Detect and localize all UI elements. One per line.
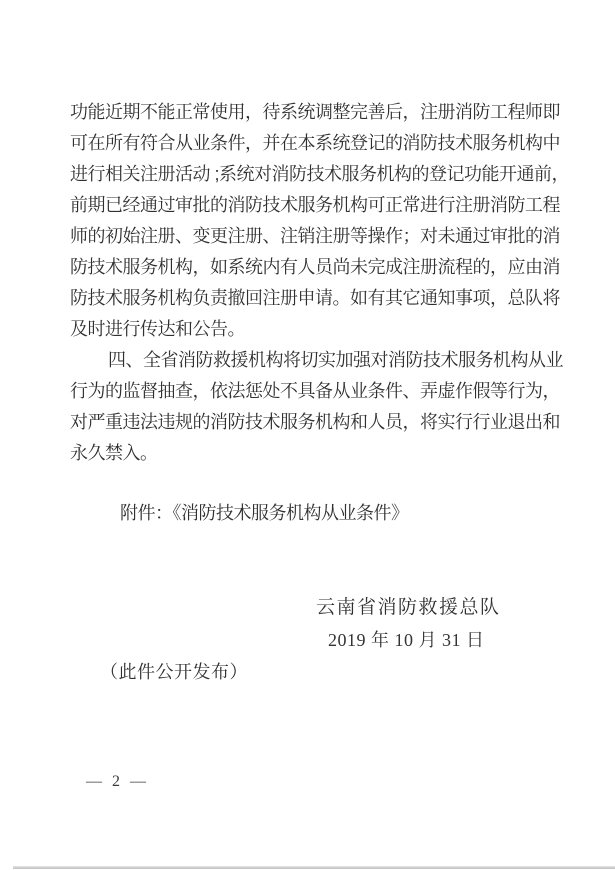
document-body bbox=[70, 97, 569, 469]
body-line: 行为的监督抽查，依法惩处不具备从业条件、弄虚作假等行为， bbox=[70, 381, 560, 401]
body-line: 永久禁入。 bbox=[70, 443, 158, 463]
signature-date: 2019 年 10 月 31 日 bbox=[328, 630, 485, 650]
page-number: — 2 — bbox=[86, 773, 149, 790]
signature-organization: 云南省消防救援总队 bbox=[316, 597, 501, 618]
body-line: 防技术服务机构负责撤回注册申请。如有其它通知事项，总队将 bbox=[70, 288, 560, 308]
attachment-line: 附件：《消防技术服务机构从业条件》 bbox=[120, 503, 409, 523]
body-line: 师的初始注册、变更注册、注销注册等操作；对未通过审批的消 bbox=[70, 226, 560, 246]
body-line: 防技术服务机构，如系统内有人员尚未完成注册流程的，应由消 bbox=[70, 257, 560, 277]
body-line-paragraph-start: 四、全省消防救援机构将切实加强对消防技术服务机构从业 bbox=[108, 350, 563, 370]
body-line: 及时进行传达和公告。 bbox=[70, 319, 245, 339]
body-line: 可在所有符合从业条件，并在本系统登记的消防技术服务机构中 bbox=[70, 133, 560, 153]
body-line: 功能近期不能正常使用，待系统调整完善后，注册消防工程师即 bbox=[70, 102, 560, 122]
page-bottom-edge bbox=[13, 866, 615, 869]
body-line: 进行相关注册活动 ;系统对消防技术服务机构的登记功能开通前， bbox=[70, 164, 569, 184]
publish-note: （此件公开发布） bbox=[100, 662, 248, 682]
body-line: 前期已经通过审批的消防技术服务机构可正常进行注册消防工程 bbox=[70, 195, 560, 215]
body-line: 对严重违法违规的消防技术服务机构和人员，将实行行业退出和 bbox=[70, 412, 560, 432]
